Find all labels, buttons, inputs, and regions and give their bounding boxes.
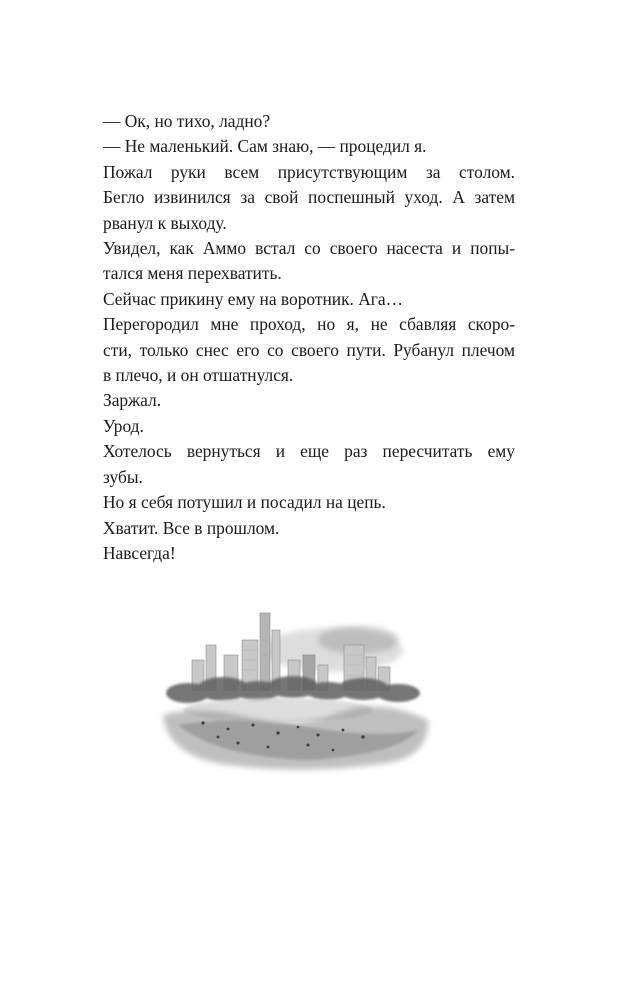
- paragraph-line: сти, только снес его со своего пути. Рубанул плечом: [103, 339, 515, 360]
- paragraph-line: в плечо, и он отшатнулся.: [103, 365, 294, 386]
- paragraph-line: Заржал.: [103, 390, 162, 411]
- paragraph-line: Пожал руки всем присутствующим за столом.: [103, 161, 515, 182]
- paragraph-line: — Ок, но тихо, ладно?: [103, 111, 271, 131]
- paragraph-line: Перегородил мне проход, но я, не сбавляя скоро-: [103, 314, 515, 335]
- paragraph-line: Навсегда!: [103, 542, 176, 563]
- paragraph-line: Но я себя потушил и посадил на цепь.: [103, 492, 386, 513]
- paragraph-line: — Не маленький. Сам знаю, — процедил я.: [103, 136, 427, 157]
- paragraph-line: Хотелось вернуться и еще раз пересчитать ему: [103, 441, 515, 462]
- paragraph-line: Сейчас прикину ему на воротник. Ага…: [103, 288, 404, 309]
- city-park-watercolor-icon: [158, 605, 438, 780]
- paragraph-line: Бегло извинился за свой поспешный уход. А затем: [103, 187, 515, 208]
- paragraph-line: зубы.: [103, 466, 143, 487]
- paragraph-line: тался меня перехватить.: [103, 263, 282, 284]
- paragraph-line: Увидел, как Аммо встал со своего насеста и попы-: [103, 238, 515, 259]
- text-body: [103, 109, 515, 566]
- paragraph-line: Хватит. Все в прошлом.: [103, 517, 280, 538]
- paragraph-line: рванул к выходу.: [103, 212, 227, 233]
- paragraph-line: Урод.: [103, 415, 144, 436]
